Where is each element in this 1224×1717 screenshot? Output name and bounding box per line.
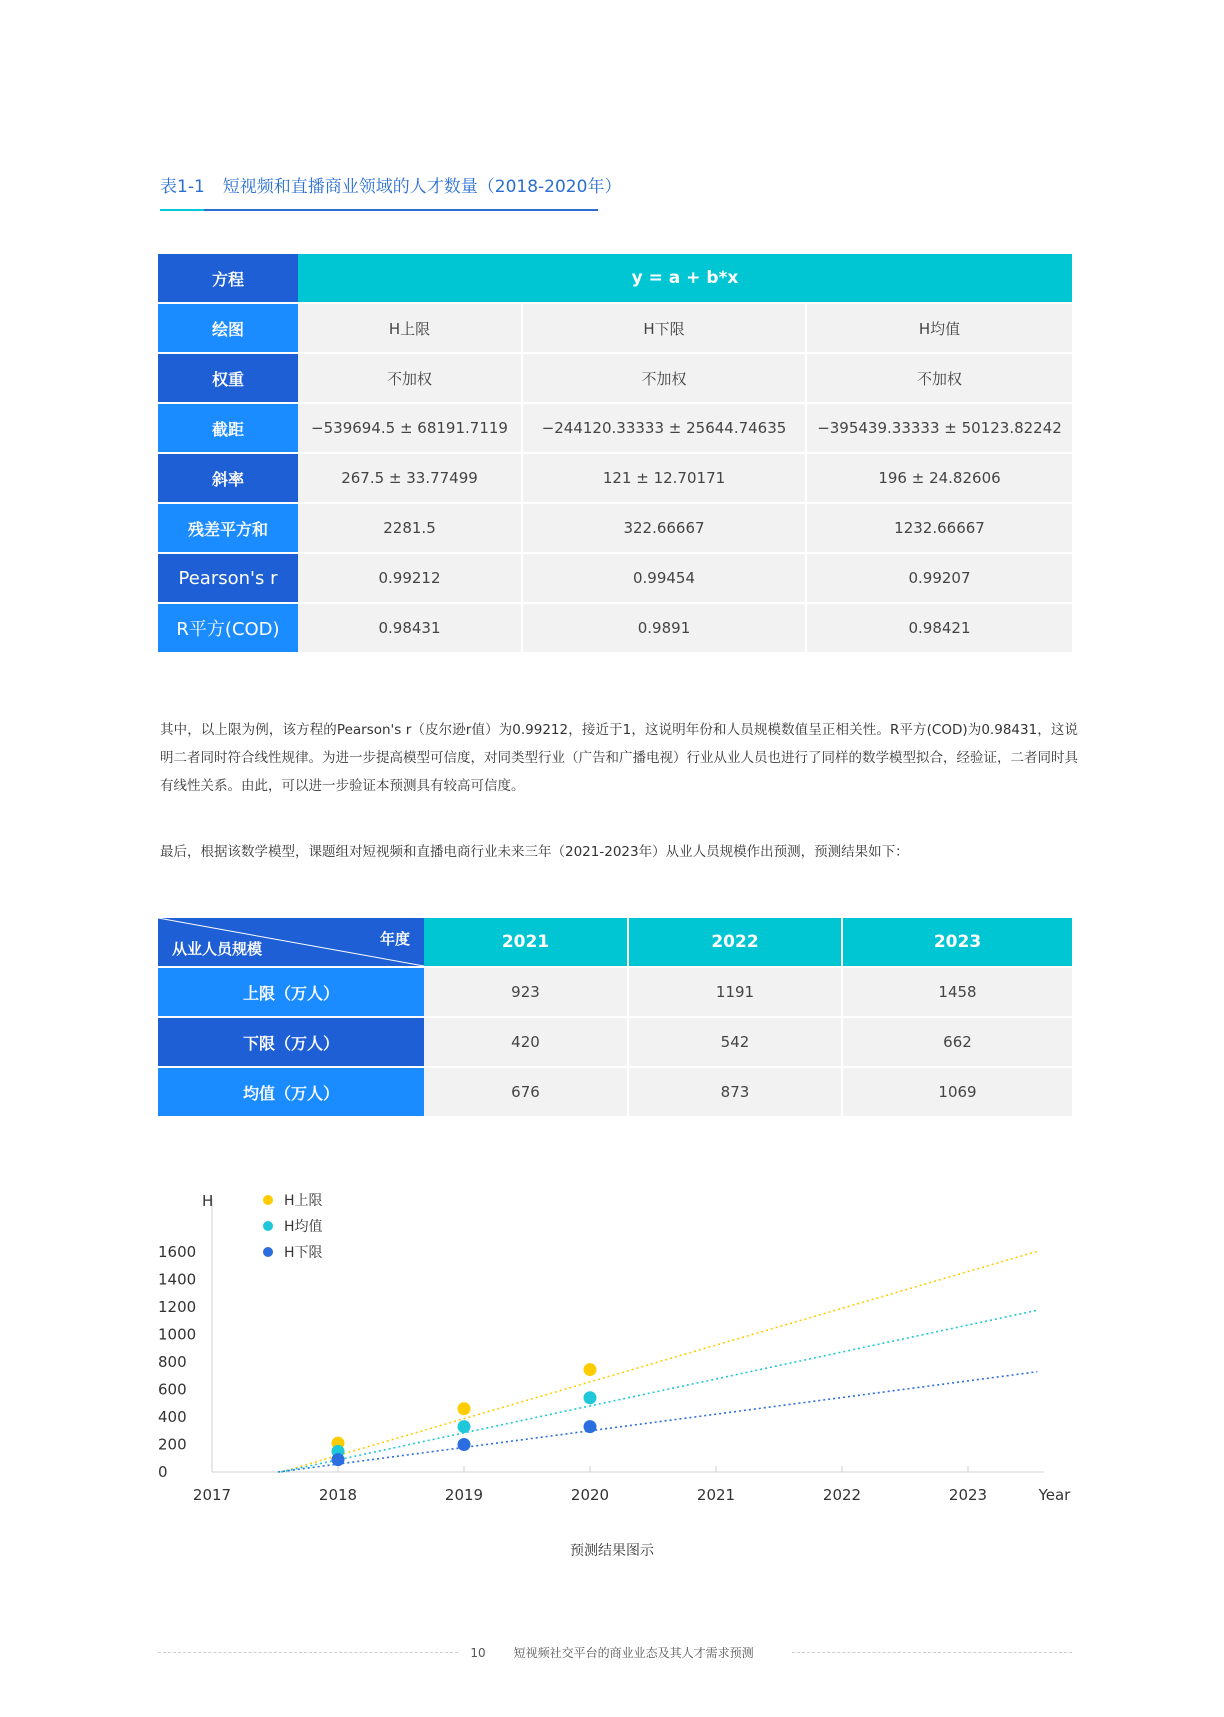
page-number: 10	[470, 1646, 486, 1660]
table-row	[158, 918, 1072, 967]
table-row	[158, 503, 1072, 553]
legend-label: H均值	[284, 1219, 323, 1235]
table-cell: 不加权	[298, 353, 522, 403]
y-tick-label: 0	[158, 1463, 168, 1481]
row-label: 截距	[158, 403, 298, 453]
table-row	[158, 603, 1072, 653]
x-tick-label: 2021	[696, 1486, 736, 1504]
row-label: Pearson's r	[158, 553, 298, 603]
x-tick-label: 2018	[318, 1486, 358, 1504]
data-point	[584, 1391, 597, 1404]
x-tick-label: 2020	[570, 1486, 610, 1504]
table-cell: 0.99207	[806, 553, 1072, 603]
corner-header	[158, 918, 424, 967]
table-cell: 322.66667	[522, 503, 806, 553]
table-cell: 不加权	[806, 353, 1072, 403]
table-cell: 662	[842, 1017, 1072, 1067]
table-cell: 1232.66667	[806, 503, 1072, 553]
table-cell: −539694.5 ± 68191.7119	[298, 403, 522, 453]
year-header: 2021	[424, 918, 628, 967]
row-label: 方程	[158, 254, 298, 303]
table-row	[158, 254, 1072, 303]
table-row	[158, 553, 1072, 603]
trend-line	[281, 1310, 1037, 1472]
table-caption-text: 短视频和直播商业领域的人才数量（2018-2020年）	[222, 177, 622, 197]
caption-underline	[160, 209, 598, 211]
footer-title: 短视频社交平台的商业业态及其人才需求预测	[513, 1646, 754, 1660]
x-tick-label: 2022	[822, 1486, 862, 1504]
x-tick-label: 2019	[444, 1486, 484, 1504]
table-cell: 267.5 ± 33.77499	[298, 453, 522, 503]
x-axis-label: Year	[1038, 1486, 1071, 1504]
table-cell: −395439.33333 ± 50123.82242	[806, 403, 1072, 453]
y-axis-label: H	[202, 1192, 214, 1210]
table-cell: 1458	[842, 967, 1072, 1017]
row-label: R平方(COD)	[158, 603, 298, 653]
y-tick-label: 1400	[158, 1270, 197, 1289]
table-cell: 1191	[628, 967, 842, 1017]
data-point	[584, 1420, 597, 1433]
table-cell: H均值	[806, 303, 1072, 353]
y-tick-label: 1600	[158, 1243, 197, 1261]
row-label: 绘图	[158, 303, 298, 353]
row-label: 下限（万人）	[158, 1017, 424, 1067]
chart-title: 预测结果图示	[570, 1543, 654, 1559]
table-cell: 1069	[842, 1067, 1072, 1117]
equation-cell: y = a + b*x	[298, 254, 1072, 303]
data-point	[458, 1438, 471, 1451]
table-cell: 542	[628, 1017, 842, 1067]
row-label: 权重	[158, 353, 298, 403]
y-tick-label: 200	[158, 1435, 187, 1454]
caption-underline-accent	[160, 209, 204, 211]
analysis-paragraph: 其中，以上限为例，该方程的Pearson's r（皮尔逊r值）为0.99212，接近于1，这说明年份和人员规模数值呈正相关性。R平方(COD)为0.98431，这说明二者同时符合线性规律。为进一步提高模型可信度，对同类型行业（广告和广播电视）行业从业人员也进行了同样的数学模型拟合，经验证，二者同时具有线性关系。由此，可以进一步验证本预测具有较高可信度。	[160, 722, 1078, 794]
year-header: 2023	[842, 918, 1072, 967]
legend-marker	[263, 1247, 273, 1257]
table-cell: H下限	[522, 303, 806, 353]
y-tick-label: 800	[158, 1353, 187, 1371]
y-tick-label: 400	[158, 1408, 187, 1426]
data-point	[458, 1402, 471, 1415]
forecast-chart	[150, 1180, 1090, 1520]
table-cell: 121 ± 12.70171	[522, 453, 806, 503]
table-row	[158, 453, 1072, 503]
data-point	[584, 1363, 597, 1376]
table-cell: 923	[424, 967, 628, 1017]
regression-table	[158, 254, 1072, 654]
forecast-table	[158, 918, 1072, 1118]
table-cell: 不加权	[522, 353, 806, 403]
x-tick-label: 2023	[948, 1486, 988, 1504]
table-cell: 0.98431	[298, 603, 522, 653]
legend-label: H上限	[284, 1193, 323, 1209]
table-row	[158, 353, 1072, 403]
corner-year-label: 年度	[379, 930, 410, 948]
table-row	[158, 967, 1072, 1017]
forecast-intro-paragraph: 最后，根据该数学模型，课题组对短视频和直播电商行业未来三年（2021-2023年）从业人员规模作出预测，预测结果如下：	[160, 844, 909, 860]
page-footer	[0, 1644, 1224, 1661]
x-tick-label: 2017	[192, 1486, 232, 1504]
data-point	[332, 1453, 345, 1466]
table-row	[158, 403, 1072, 453]
table-cell: 0.98421	[806, 603, 1072, 653]
table-cell: 0.99212	[298, 553, 522, 603]
table-cell: 2281.5	[298, 503, 522, 553]
legend-label: H下限	[284, 1245, 323, 1261]
table-cell: 196 ± 24.82606	[806, 453, 1072, 503]
row-label: 斜率	[158, 453, 298, 503]
row-label: 上限（万人）	[158, 967, 424, 1017]
y-tick-label: 600	[158, 1380, 187, 1399]
y-tick-label: 1200	[158, 1298, 197, 1316]
trend-line	[278, 1372, 1037, 1472]
trend-line	[281, 1251, 1037, 1472]
table-cell: 0.9891	[522, 603, 806, 653]
table-caption-number: 表1-1	[160, 177, 205, 197]
legend-marker	[263, 1195, 273, 1205]
table-row	[158, 303, 1072, 353]
year-header: 2022	[628, 918, 842, 967]
legend-marker	[263, 1221, 273, 1231]
y-tick-label: 1000	[158, 1325, 197, 1344]
row-label: 均值（万人）	[158, 1067, 424, 1117]
row-label: 残差平方和	[158, 503, 298, 553]
table-row	[158, 1017, 1072, 1067]
table-cell: 873	[628, 1067, 842, 1117]
table-cell: 420	[424, 1017, 628, 1067]
table-cell: −244120.33333 ± 25644.74635	[522, 403, 806, 453]
table-row	[158, 1067, 1072, 1117]
table-cell: 0.99454	[522, 553, 806, 603]
corner-scale-label: 从业人员规模	[172, 940, 263, 958]
table-cell: 676	[424, 1067, 628, 1117]
table-caption	[160, 172, 621, 197]
table-cell: H上限	[298, 303, 522, 353]
data-point	[458, 1420, 471, 1433]
